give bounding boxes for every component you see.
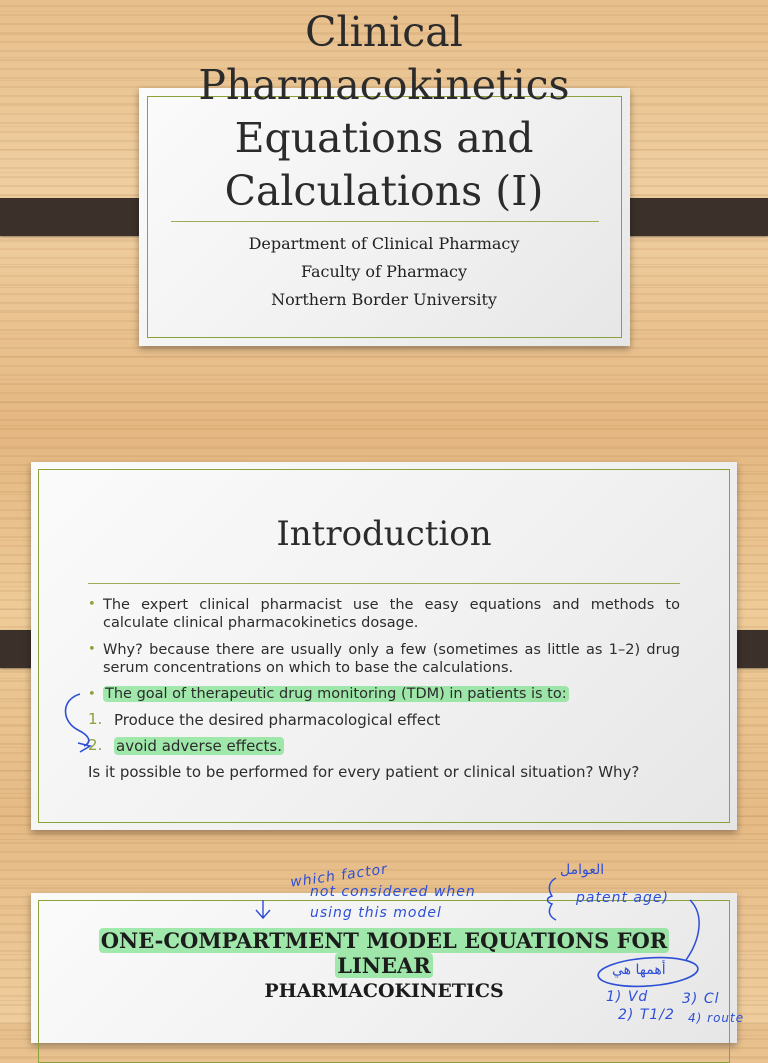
handwritten-note-2: not considered when xyxy=(310,884,476,900)
slide3-title-line2-highlight: LINEAR xyxy=(337,953,431,978)
slide1-line-university: Northern Border University xyxy=(271,290,497,309)
bullet-dot-1: • xyxy=(88,597,96,612)
ink-arrow xyxy=(78,743,90,752)
ink-down-arrow xyxy=(256,900,270,918)
handwritten-item-1: 1) Vd xyxy=(606,989,649,1005)
handwritten-item-3: 3) Cl xyxy=(682,991,720,1007)
bullet-1: The expert clinical pharmacist use the easy equations and methods to calculate clinical pharmacokinetics dosage. xyxy=(103,597,680,631)
handwritten-item-2: 2) T1/2 xyxy=(618,1007,675,1023)
bullet-dot-3: • xyxy=(88,687,96,702)
ink-circle xyxy=(597,955,699,990)
bullet-2: Why? because there are usually only a few (sometimes as little as 1–2) drug serum concentrations on which to base the calculations. xyxy=(103,642,680,676)
handwritten-arabic: العوامل xyxy=(560,862,605,878)
slide1-line-faculty: Faculty of Pharmacy xyxy=(300,262,468,281)
slide3-title-line3: PHARMACOKINETICS xyxy=(264,980,504,1002)
handwritten-note-1: which factor xyxy=(289,861,389,891)
slide3-title-line1-highlight: ONE-COMPARTMENT MODEL EQUATIONS FOR xyxy=(100,928,668,953)
numbered-marker-2: 2. xyxy=(88,736,103,754)
slide2-heading: Introduction xyxy=(276,514,492,554)
numbered-marker-1: 1. xyxy=(88,710,103,728)
ink-curly-brace xyxy=(548,878,557,920)
numbered-item-2-highlight: avoid adverse effects. xyxy=(116,737,283,755)
bullet-dot-2: • xyxy=(88,642,96,657)
handwritten-note-3: using this model xyxy=(310,905,442,921)
ink-circle-tail xyxy=(686,900,699,960)
handwritten-circled-note: أهمها هي xyxy=(612,962,666,978)
numbered-item-1: Produce the desired pharmacological effect xyxy=(114,711,441,729)
ink-bracket xyxy=(66,694,89,746)
handwritten-item-4: 4) route xyxy=(688,1011,745,1025)
slide2-question: Is it possible to be performed for every patient or clinical situation? Why? xyxy=(88,763,640,781)
slide1-title: Clinical Pharmacokinetics Equations and Calculations (I) xyxy=(198,8,570,215)
slide1-line-department: Department of Clinical Pharmacy xyxy=(248,234,520,253)
handwritten-patient-age: patent age) xyxy=(576,890,669,906)
bullet-3-highlight: The goal of therapeutic drug monitoring (TDM) in patients is to: xyxy=(105,686,567,702)
